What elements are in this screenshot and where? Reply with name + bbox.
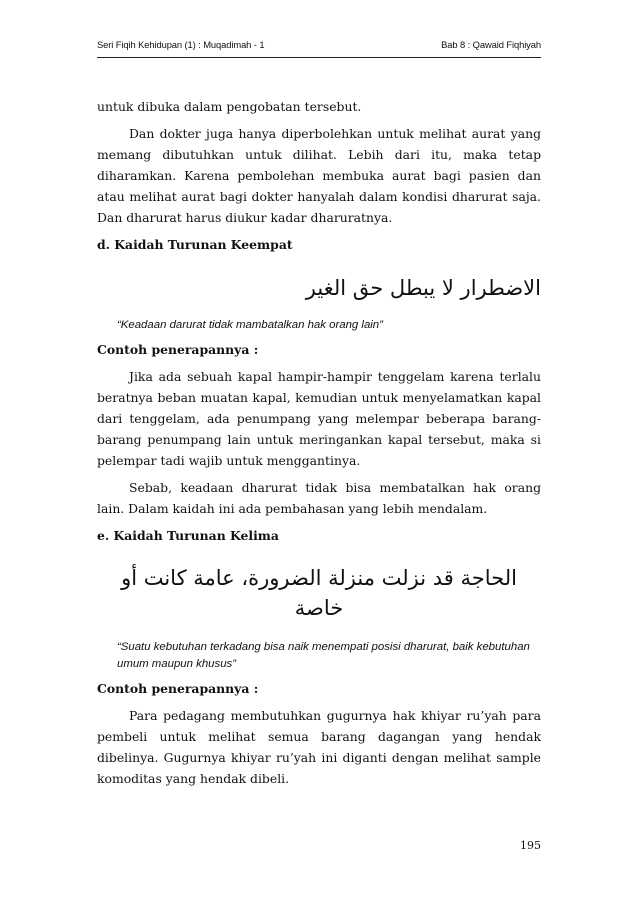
arabic-kaidah-kelima: الحاجة قد نزلت منزلة الضرورة، عامة كانت أو خاصة (121, 566, 517, 620)
quote-kaidah-kelima: “Suatu kebutuhan terkadang bisa naik menempati posisi dharurat, baik kebutuhan umum maupun khusus” (117, 641, 530, 670)
header-rule (97, 57, 541, 58)
paragraph-1: untuk dibuka dalam pengobatan tersebut. (97, 99, 362, 114)
heading-kaidah-kelima: e. Kaidah Turunan Kelima (97, 528, 279, 543)
arabic-kaidah-keempat: الاضطرار لا يبطل حق الغير (305, 276, 541, 300)
paragraph-3: Jika ada sebuah kapal hampir-hampir tenggelam karena terlalu beratnya beban muatan kapal, kemudian untuk menyelamatkan kapal dari tenggelam, ada penumpang yang melempar beberapa barang-barang penumpang lain untuk meringankan kapal tersebut, maka si pelempar tadi wajib untuk menggantinya. (97, 369, 541, 468)
page-body (97, 96, 541, 789)
quote-kaidah-keempat: “Keadaan darurat tidak mambatalkan hak orang lain” (117, 319, 383, 331)
heading-kaidah-keempat: d. Kaidah Turunan Keempat (97, 237, 293, 252)
heading-contoh-1: Contoh penerapannya : (97, 342, 259, 357)
heading-contoh-2: Contoh penerapannya : (97, 681, 259, 696)
header-chapter-title: Bab 8 : Qawaid Fiqhiyah (441, 39, 541, 50)
paragraph-4: Sebab, keadaan dharurat tidak bisa membatalkan hak orang lain. Dalam kaidah ini ada pembahasan yang lebih mendalam. (97, 480, 541, 516)
page-number: 195 (520, 839, 541, 852)
paragraph-5: Para pedagang membutuhkan gugurnya hak khiyar ru’yah para pembeli untuk melihat semua barang dagangan yang hendak dibelinya. Gugurnya khiyar ru’yah ini diganti dengan melihat sample komoditas yang hendak dibeli. (97, 708, 541, 786)
running-header (97, 39, 541, 50)
paragraph-2: Dan dokter juga hanya diperbolehkan untuk melihat aurat yang memang dibutuhkan untuk dilihat. Lebih dari itu, maka tetap diharamkan. Karena pembolehan membuka aurat bagi pasien dan atau melihat aurat bagi dokter hanyalah dalam kondisi dharurat saja. Dan dharurat harus diukur kadar dharuratnya. (97, 126, 541, 225)
header-book-title: Seri Fiqih Kehidupan (1) : Muqadimah - 1 (97, 39, 265, 50)
